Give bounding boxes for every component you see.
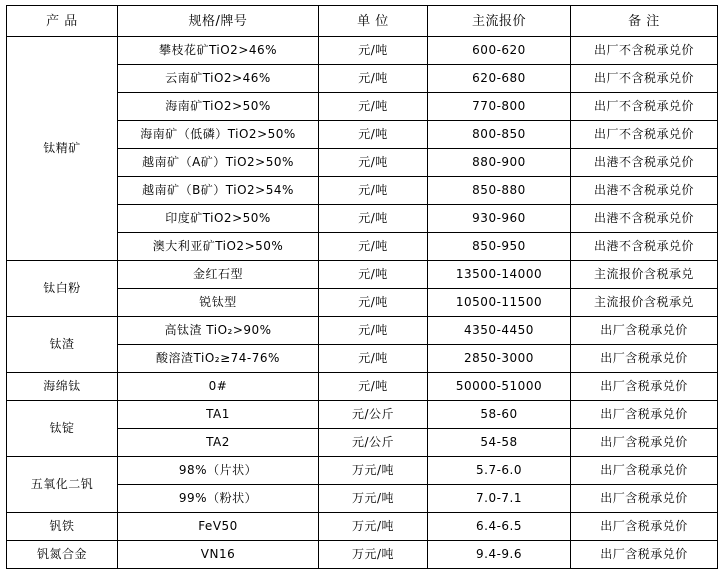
header-unit: 单 位 — [319, 6, 428, 37]
note-cell: 出厂不含税承兑价 — [571, 37, 718, 65]
price-cell: 800-850 — [428, 121, 571, 149]
spec-cell: TA1 — [118, 401, 319, 429]
spec-cell: 云南矿TiO2>46% — [118, 65, 319, 93]
header-spec: 规格/牌号 — [118, 6, 319, 37]
table-row — [7, 401, 718, 429]
product-category-cell: 钛渣 — [7, 317, 118, 373]
price-cell: 600-620 — [428, 37, 571, 65]
note-cell: 出港不含税承兑价 — [571, 233, 718, 261]
note-cell: 出厂含税承兑价 — [571, 485, 718, 513]
spec-cell: 99%（粉状） — [118, 485, 319, 513]
price-cell: 850-880 — [428, 177, 571, 205]
spec-cell: 越南矿（B矿）TiO2>54% — [118, 177, 319, 205]
product-category-cell: 海绵钛 — [7, 373, 118, 401]
price-cell: 850-950 — [428, 233, 571, 261]
unit-cell: 元/公斤 — [319, 401, 428, 429]
note-cell: 出港不含税承兑价 — [571, 177, 718, 205]
unit-cell: 元/吨 — [319, 37, 428, 65]
spec-cell: 锐钛型 — [118, 289, 319, 317]
spec-cell: 越南矿（A矿）TiO2>50% — [118, 149, 319, 177]
product-category-cell: 五氧化二钒 — [7, 457, 118, 513]
titanium-vanadium-price-table — [6, 5, 718, 569]
spec-cell: 98%（片状） — [118, 457, 319, 485]
unit-cell: 元/吨 — [319, 233, 428, 261]
spec-cell: FeV50 — [118, 513, 319, 541]
note-cell: 出厂含税承兑价 — [571, 345, 718, 373]
table-row — [7, 513, 718, 541]
unit-cell: 元/吨 — [319, 149, 428, 177]
product-category-cell: 钛精矿 — [7, 37, 118, 261]
price-cell: 5.7-6.0 — [428, 457, 571, 485]
price-cell: 10500-11500 — [428, 289, 571, 317]
spec-cell: 金红石型 — [118, 261, 319, 289]
note-cell: 出港不含税承兑价 — [571, 149, 718, 177]
unit-cell: 万元/吨 — [319, 457, 428, 485]
note-cell: 出厂不含税承兑价 — [571, 93, 718, 121]
note-cell: 出厂不含税承兑价 — [571, 65, 718, 93]
spec-cell: 攀枝花矿TiO2>46% — [118, 37, 319, 65]
price-cell: 58-60 — [428, 401, 571, 429]
header-note: 备 注 — [571, 6, 718, 37]
unit-cell: 元/吨 — [319, 317, 428, 345]
price-cell: 9.4-9.6 — [428, 541, 571, 569]
spec-cell: 海南矿（低磷）TiO2>50% — [118, 121, 319, 149]
unit-cell: 元/公斤 — [319, 429, 428, 457]
product-category-cell: 钛白粉 — [7, 261, 118, 317]
price-cell: 6.4-6.5 — [428, 513, 571, 541]
spec-cell: 0# — [118, 373, 319, 401]
unit-cell: 元/吨 — [319, 261, 428, 289]
unit-cell: 万元/吨 — [319, 513, 428, 541]
note-cell: 出厂含税承兑价 — [571, 401, 718, 429]
product-category-cell: 钒氮合金 — [7, 541, 118, 569]
unit-cell: 万元/吨 — [319, 485, 428, 513]
note-cell: 出厂含税承兑价 — [571, 373, 718, 401]
unit-cell: 元/吨 — [319, 205, 428, 233]
table-row — [7, 457, 718, 485]
price-cell: 4350-4450 — [428, 317, 571, 345]
header-product: 产 品 — [7, 6, 118, 37]
spec-cell: VN16 — [118, 541, 319, 569]
spec-cell: 酸溶渣TiO₂≥74-76% — [118, 345, 319, 373]
table-header — [7, 6, 718, 37]
unit-cell: 元/吨 — [319, 373, 428, 401]
price-cell: 54-58 — [428, 429, 571, 457]
table-row — [7, 261, 718, 289]
table-row — [7, 541, 718, 569]
unit-cell: 元/吨 — [319, 345, 428, 373]
spec-cell: 印度矿TiO2>50% — [118, 205, 319, 233]
table-body — [7, 37, 718, 569]
note-cell: 出港不含税承兑价 — [571, 205, 718, 233]
table-row — [7, 373, 718, 401]
price-cell: 880-900 — [428, 149, 571, 177]
spec-cell: 澳大利亚矿TiO2>50% — [118, 233, 319, 261]
price-cell: 50000-51000 — [428, 373, 571, 401]
price-cell: 770-800 — [428, 93, 571, 121]
spec-cell: TA2 — [118, 429, 319, 457]
unit-cell: 元/吨 — [319, 93, 428, 121]
unit-cell: 元/吨 — [319, 289, 428, 317]
price-cell: 930-960 — [428, 205, 571, 233]
unit-cell: 元/吨 — [319, 121, 428, 149]
price-cell: 13500-14000 — [428, 261, 571, 289]
table-header-row — [7, 6, 718, 37]
price-cell: 2850-3000 — [428, 345, 571, 373]
note-cell: 主流报价含税承兑 — [571, 261, 718, 289]
note-cell: 出厂含税承兑价 — [571, 429, 718, 457]
price-cell: 7.0-7.1 — [428, 485, 571, 513]
note-cell: 主流报价含税承兑 — [571, 289, 718, 317]
note-cell: 出厂含税承兑价 — [571, 317, 718, 345]
table-row — [7, 37, 718, 65]
product-category-cell: 钛锭 — [7, 401, 118, 457]
spec-cell: 高钛渣 TiO₂>90% — [118, 317, 319, 345]
unit-cell: 万元/吨 — [319, 541, 428, 569]
note-cell: 出厂含税承兑价 — [571, 457, 718, 485]
note-cell: 出厂含税承兑价 — [571, 513, 718, 541]
product-category-cell: 钒铁 — [7, 513, 118, 541]
note-cell: 出厂含税承兑价 — [571, 541, 718, 569]
header-price: 主流报价 — [428, 6, 571, 37]
spec-cell: 海南矿TiO2>50% — [118, 93, 319, 121]
table-row — [7, 317, 718, 345]
price-cell: 620-680 — [428, 65, 571, 93]
unit-cell: 元/吨 — [319, 177, 428, 205]
note-cell: 出厂不含税承兑价 — [571, 121, 718, 149]
unit-cell: 元/吨 — [319, 65, 428, 93]
